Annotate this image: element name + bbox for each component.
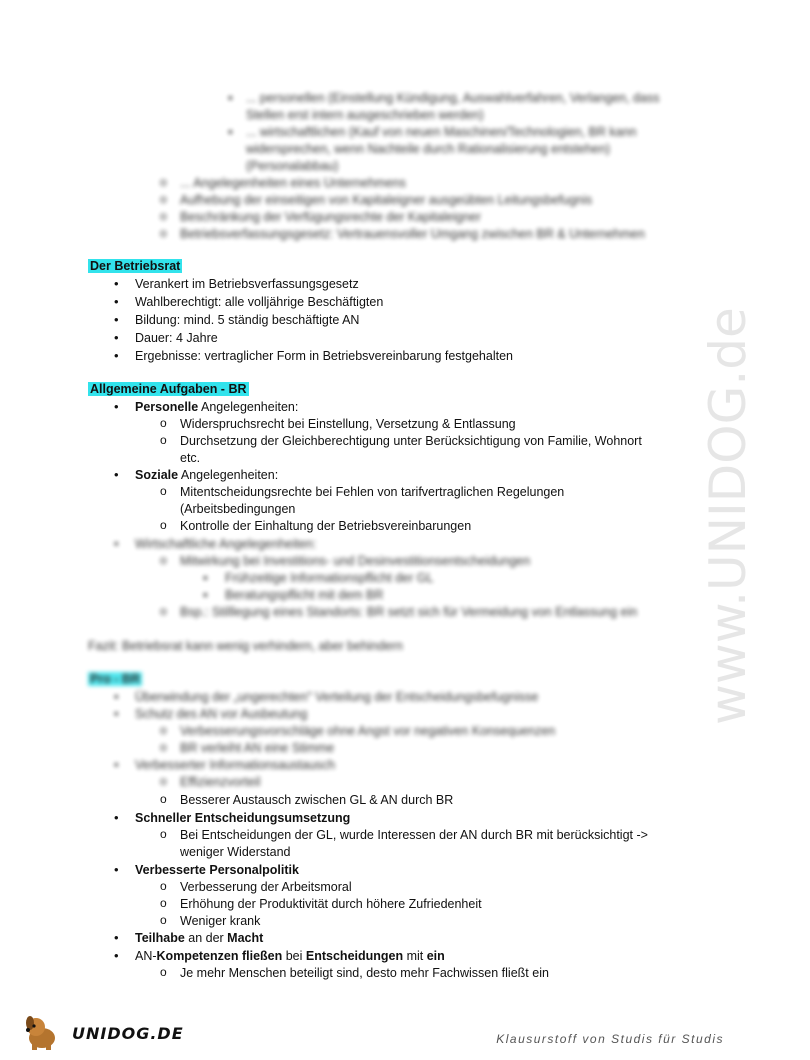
sub-item: Besserer Austausch zwischen GL & AN durch BR	[180, 793, 454, 807]
blurred-line: Effizienzvorteil	[180, 775, 261, 789]
blurred-line: ... personellen (Einstellung Kündigung, Auswahlverfahren, Verlangen, dass	[246, 91, 660, 105]
bullet: •	[114, 294, 119, 309]
bullet: o	[160, 740, 167, 754]
bullet: o	[160, 226, 167, 240]
watermark	[680, 280, 810, 730]
bullet: o	[160, 896, 167, 910]
sub-item: Je mehr Menschen beteiligt sind, desto mehr Fachwissen fließt ein	[180, 966, 549, 980]
section-heading-aufgaben	[88, 381, 249, 398]
list-item: Wahlberechtigt: alle volljährige Beschäftigten	[135, 295, 384, 309]
bullet: o	[160, 518, 167, 532]
bullet: o	[160, 913, 167, 927]
section-heading-pro	[88, 671, 142, 688]
bullet: •	[114, 330, 119, 345]
blurred-line: Verbesserter Informationsaustausch	[135, 758, 336, 772]
sub-item: Verbesserung der Arbeitsmoral	[180, 880, 352, 894]
blurred-line: Mitwirkung bei Investitions- und Desinvestitionsentscheidungen	[180, 554, 531, 568]
highlighted-heading: Allgemeine Aufgaben - BR	[90, 382, 247, 396]
blurred-line: widersprechen, wenn Nachteile durch Rationalisierung entstehen)	[246, 142, 611, 156]
highlighted-heading: Pro - BR	[90, 672, 140, 686]
sub-item: Weniger krank	[180, 914, 261, 928]
sub-item: Erhöhung der Produktivität durch höhere Zufriedenheit	[180, 897, 482, 911]
sub-item-cont: etc.	[180, 451, 201, 465]
bullet: •	[114, 348, 119, 363]
blurred-line: Bsp.: Stilllegung eines Standorts: BR setzt sich für Vermeidung von Entlassung ein	[180, 605, 638, 619]
sub-item: Kontrolle der Einhaltung der Betriebsvereinbarungen	[180, 519, 472, 533]
blurred-line: ... wirtschaftlichen (Kauf von neuen Maschinen/Technologien, BR kann	[246, 125, 637, 139]
dog-icon	[22, 1014, 66, 1052]
bullet: o	[160, 416, 167, 430]
bullet: ▪	[203, 587, 208, 602]
bullet: •	[114, 467, 119, 482]
bullet: o	[160, 774, 167, 788]
list-item: Soziale Angelegenheiten:	[135, 468, 279, 482]
blurred-line: Beschränkung der Verfügungsrechte der Kapitaleigner	[180, 210, 481, 224]
blurred-line: Fazit: Betriebsrat kann wenig verhindern, aber behindern	[88, 639, 403, 653]
svg-text:www.UNIDOG.de: www.UNIDOG.de	[699, 307, 757, 725]
list-item: Ergebnisse: vertraglicher Form in Betriebsvereinbarung festgehalten	[135, 349, 513, 363]
blurred-line: Schutz des AN vor Ausbeutung	[135, 707, 308, 721]
sub-item-cont: weniger Widerstand	[180, 845, 291, 859]
sub-item: Widerspruchsrecht bei Einstellung, Versetzung & Entlassung	[180, 417, 516, 431]
bullet: •	[114, 312, 119, 327]
blurred-line: (Personalabbau)	[246, 159, 339, 173]
bullet: •	[114, 930, 119, 945]
bullet: •	[114, 862, 119, 877]
list-item: Dauer: 4 Jahre	[135, 331, 218, 345]
bullet: •	[114, 689, 119, 704]
blurred-line: Frühzeitige Informationspflicht der GL	[225, 571, 434, 585]
bullet: o	[160, 792, 167, 806]
list-item: Teilhabe an der Macht	[135, 931, 264, 945]
footer-tagline: Klausurstoff von Studis für Studis	[496, 1032, 724, 1046]
bullet: o	[160, 484, 167, 498]
bullet: •	[114, 399, 119, 414]
list-item: Personelle Angelegenheiten:	[135, 400, 299, 414]
bullet: o	[160, 209, 167, 223]
bullet: ▪	[228, 90, 233, 105]
bullet: •	[114, 810, 119, 825]
bullet: o	[160, 879, 167, 893]
sub-item: Durchsetzung der Gleichberechtigung unter Berücksichtigung von Familie, Wohnort	[180, 434, 642, 448]
list-item: AN-Kompetenzen fließen bei Entscheidungen mit ein	[135, 949, 445, 963]
blurred-line: Überwindung der „ungerechten" Verteilung der Entscheidungsbefugnisse	[135, 690, 539, 704]
list-item: Bildung: mind. 5 ständig beschäftigte AN	[135, 313, 360, 327]
bullet: o	[160, 192, 167, 206]
bullet: o	[160, 553, 167, 567]
sub-item: Bei Entscheidungen der GL, wurde Interessen der AN durch BR mit berücksichtigt ->	[180, 828, 648, 842]
bullet: ▪	[228, 124, 233, 139]
list-item: Schneller Entscheidungsumsetzung	[135, 811, 351, 825]
bullet: •	[114, 757, 119, 772]
sub-item: Mitentscheidungsrechte bei Fehlen von tarifvertraglichen Regelungen	[180, 485, 565, 499]
blurred-line: Stellen erst intern ausgeschrieben werden)	[246, 108, 484, 122]
blurred-line: Betriebsverfassungsgesetz: Vertrauensvoller Umgang zwischen BR & Unternehmen	[180, 227, 645, 241]
bullet: o	[160, 965, 167, 979]
bullet: o	[160, 433, 167, 447]
unidog-logo	[22, 1014, 184, 1052]
section-heading-betriebsrat	[88, 258, 182, 275]
bullet: o	[160, 723, 167, 737]
blurred-line: Aufhebung der einseitigen von Kapitaleigner ausgeübten Leitungsbefugnis	[180, 193, 593, 207]
bullet: •	[114, 948, 119, 963]
highlighted-heading: Der Betriebsrat	[90, 259, 181, 273]
bullet: •	[114, 276, 119, 291]
list-item: Verankert im Betriebsverfassungsgesetz	[135, 277, 359, 291]
bullet: o	[160, 175, 167, 189]
blurred-line: Verbesserungsvorschläge ohne Angst vor negativen Konsequenzen	[180, 724, 556, 738]
bullet: •	[114, 706, 119, 721]
blurred-line: Wirtschaftliche Angelegenheiten:	[135, 537, 317, 551]
blurred-line: BR verleiht AN eine Stimme	[180, 741, 335, 755]
bullet: •	[114, 536, 119, 551]
sub-item-cont: (Arbeitsbedingungen	[180, 502, 296, 516]
bullet: o	[160, 604, 167, 618]
bullet: ▪	[203, 570, 208, 585]
blurred-line: Beratungspflicht mit dem BR	[225, 588, 384, 602]
logo-text: UNIDOG.DE	[72, 1024, 184, 1043]
bullet: o	[160, 827, 167, 841]
list-item: Verbesserte Personalpolitik	[135, 863, 299, 877]
blurred-line: ... Angelegenheiten eines Unternehmens	[180, 176, 406, 190]
